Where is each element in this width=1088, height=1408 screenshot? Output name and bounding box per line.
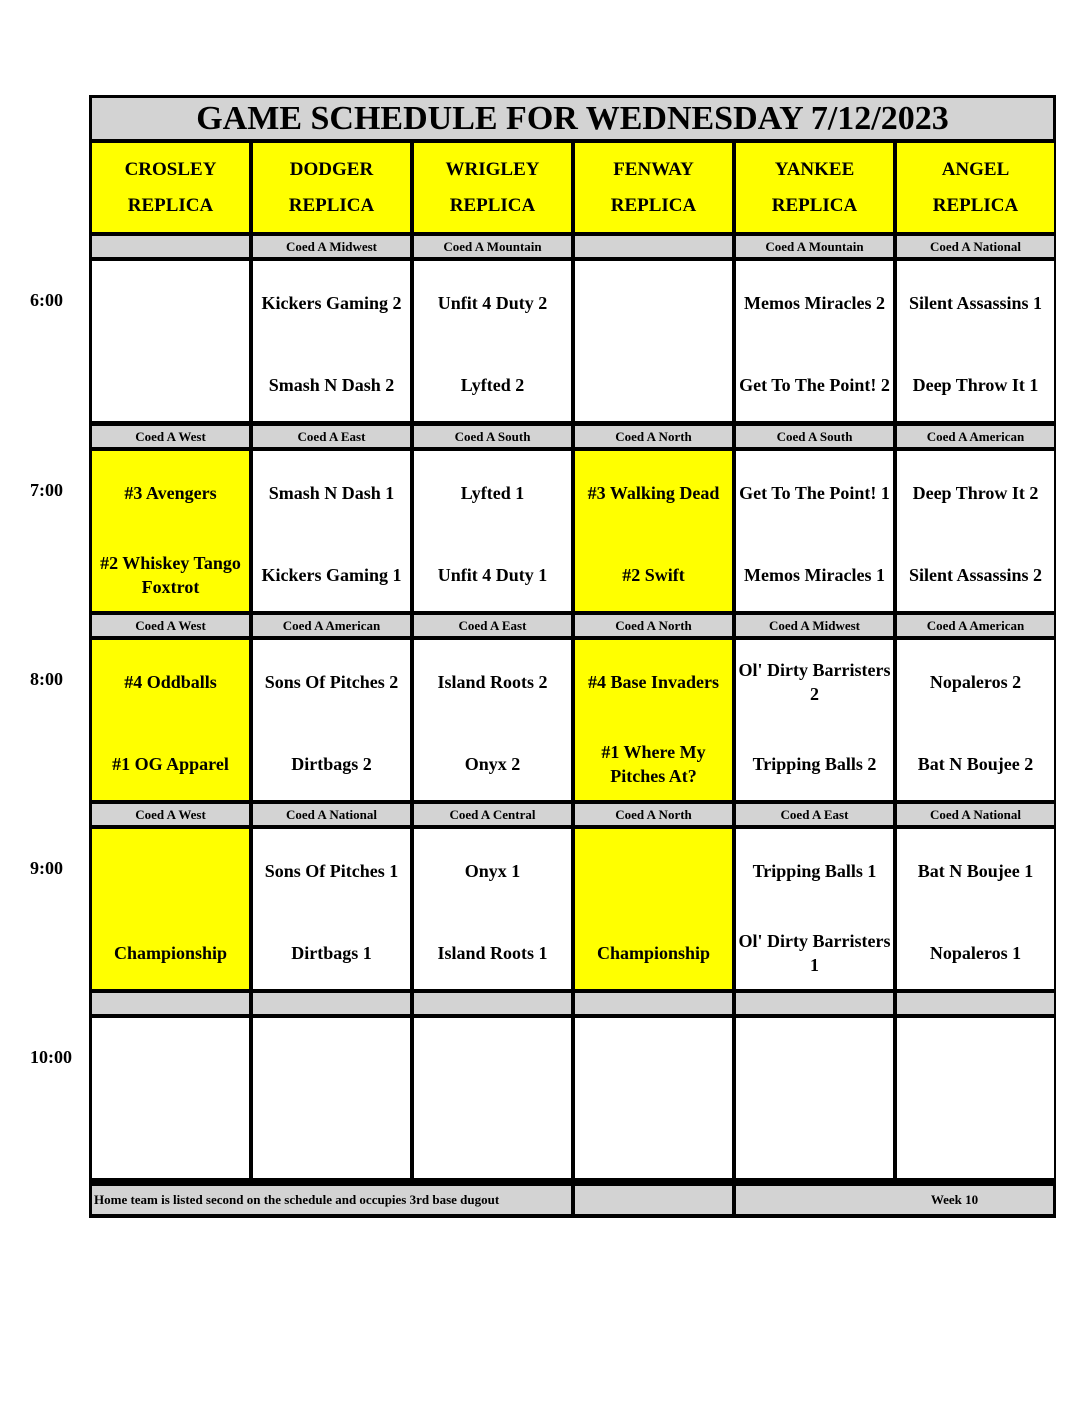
division-label: Coed A National	[897, 804, 1054, 825]
home-team: Unfit 4 Duty 1	[437, 565, 548, 585]
home-team: Championship	[113, 943, 228, 963]
game-cell	[253, 829, 410, 989]
home-team: Bat N Boujee 2	[917, 754, 1034, 774]
time-label: 10:00	[30, 1047, 72, 1067]
division-label: Coed A North	[575, 804, 732, 825]
away-team	[575, 1035, 732, 1085]
away-team: Get To The Point! 1	[739, 483, 890, 503]
game-cell	[414, 1018, 571, 1178]
away-team: Ol' Dirty Barristers 2	[738, 660, 891, 704]
away-team: Sons Of Pitches 2	[264, 672, 399, 692]
home-team: Silent Assassins 2	[908, 565, 1043, 585]
home-team: Island Roots 1	[437, 943, 548, 963]
game-cell	[414, 261, 571, 421]
away-team	[414, 1035, 571, 1085]
field-name: WRIGLEY	[445, 158, 540, 180]
home-team: Championship	[596, 943, 711, 963]
game-cell	[897, 640, 1054, 800]
away-team	[92, 846, 249, 896]
home-team: #1 OG Apparel	[112, 754, 229, 774]
home-team: Deep Throw It 1	[912, 375, 1039, 395]
home-team: #1 Where My Pitches At?	[601, 742, 706, 786]
game-cell	[736, 829, 893, 989]
division-label: Coed A Midwest	[253, 236, 410, 257]
away-team: #3 Avengers	[124, 483, 217, 503]
field-name: FENWAY	[613, 158, 694, 180]
home-team	[897, 1117, 1054, 1167]
division-label: Coed A East	[736, 804, 893, 825]
field-sub: REPLICA	[127, 194, 214, 216]
division-label	[575, 993, 732, 1014]
field-sub: REPLICA	[288, 194, 375, 216]
game-cell	[253, 1018, 410, 1178]
game-cell	[92, 640, 249, 800]
game-cell	[897, 1018, 1054, 1178]
time-label: 6:00	[30, 290, 63, 310]
home-team	[253, 1117, 410, 1167]
division-label: Coed A East	[414, 615, 571, 636]
home-team: Kickers Gaming 1	[261, 565, 402, 585]
division-label	[92, 236, 249, 257]
field-name: ANGEL	[941, 158, 1010, 180]
away-team: Memos Miracles 2	[744, 293, 885, 313]
game-cell	[92, 829, 249, 989]
division-label: Coed A West	[92, 804, 249, 825]
division-label: Coed A East	[253, 426, 410, 447]
division-label: Coed A National	[897, 236, 1054, 257]
away-team: Island Roots 2	[437, 672, 548, 692]
division-label: Coed A Mountain	[736, 236, 893, 257]
time-label: 8:00	[30, 669, 63, 689]
schedule-table	[89, 95, 1056, 1218]
away-team: Unfit 4 Duty 2	[437, 293, 548, 313]
field-sub: REPLICA	[932, 194, 1019, 216]
away-team: Kickers Gaming 2	[261, 293, 402, 313]
division-label: Coed A South	[414, 426, 571, 447]
game-cell	[253, 261, 410, 421]
footer-week: Week 10	[736, 1186, 1053, 1214]
home-team: Lyfted 2	[460, 375, 525, 395]
field-header	[575, 143, 732, 232]
division-label: Coed A West	[92, 615, 249, 636]
game-cell	[897, 261, 1054, 421]
division-label	[92, 993, 249, 1014]
division-label: Coed A Midwest	[736, 615, 893, 636]
away-team: Silent Assassins 1	[908, 293, 1043, 313]
home-team	[736, 1117, 893, 1167]
game-cell	[414, 829, 571, 989]
field-name: DODGER	[289, 158, 374, 180]
field-header	[92, 143, 249, 232]
away-team: #4 Oddballs	[124, 672, 217, 692]
home-team	[92, 360, 249, 410]
division-label: Coed A American	[897, 426, 1054, 447]
away-team: Deep Throw It 2	[912, 483, 1039, 503]
division-label	[253, 993, 410, 1014]
home-team: Get To The Point! 2	[739, 375, 890, 395]
game-cell	[92, 261, 249, 421]
away-team	[92, 278, 249, 328]
field-header	[414, 143, 571, 232]
home-team: Onyx 2	[464, 754, 521, 774]
home-team: Ol' Dirty Barristers 1	[738, 931, 891, 975]
home-team: Memos Miracles 1	[744, 565, 885, 585]
division-label: Coed A Mountain	[414, 236, 571, 257]
home-team: Tripping Balls 2	[752, 754, 877, 774]
away-team: Nopaleros 2	[929, 672, 1022, 692]
away-team	[92, 1035, 249, 1085]
game-cell	[897, 451, 1054, 611]
home-team: #2 Swift	[622, 565, 685, 585]
away-team: Tripping Balls 1	[752, 861, 877, 881]
footer-note: Home team is listed second on the schedule and occupies 3rd base dugout	[92, 1186, 571, 1214]
field-header	[253, 143, 410, 232]
game-cell	[736, 261, 893, 421]
division-label	[897, 993, 1054, 1014]
field-header	[897, 143, 1054, 232]
time-label: 9:00	[30, 858, 63, 878]
field-sub: REPLICA	[449, 194, 536, 216]
field-header	[736, 143, 893, 232]
game-cell	[414, 640, 571, 800]
home-team: Dirtbags 2	[291, 754, 372, 774]
home-team	[575, 360, 732, 410]
game-cell	[253, 640, 410, 800]
division-label: Coed A North	[575, 426, 732, 447]
game-cell	[575, 640, 732, 800]
game-cell	[736, 451, 893, 611]
game-cell	[575, 261, 732, 421]
home-team: #2 Whiskey Tango Foxtrot	[100, 553, 241, 597]
division-label: Coed A North	[575, 615, 732, 636]
away-team: Onyx 1	[464, 861, 521, 881]
division-label	[414, 993, 571, 1014]
home-team: Smash N Dash 2	[268, 375, 395, 395]
away-team	[575, 846, 732, 896]
game-cell	[575, 1018, 732, 1178]
away-team	[736, 1035, 893, 1085]
division-label: Coed A American	[897, 615, 1054, 636]
away-team	[575, 278, 732, 328]
game-cell	[253, 451, 410, 611]
home-team	[92, 1117, 249, 1167]
game-cell	[736, 1018, 893, 1178]
home-team: Dirtbags 1	[291, 943, 372, 963]
away-team: #3 Walking Dead	[587, 483, 720, 503]
game-cell	[92, 451, 249, 611]
division-label: Coed A American	[253, 615, 410, 636]
game-cell	[575, 451, 732, 611]
division-label: Coed A West	[92, 426, 249, 447]
field-sub: REPLICA	[610, 194, 697, 216]
game-cell	[575, 829, 732, 989]
away-team: Sons Of Pitches 1	[264, 861, 399, 881]
division-label: Coed A South	[736, 426, 893, 447]
game-cell	[897, 829, 1054, 989]
away-team: #4 Base Invaders	[587, 672, 719, 692]
away-team: Bat N Boujee 1	[917, 861, 1034, 881]
schedule-title: GAME SCHEDULE FOR WEDNESDAY 7/12/2023	[92, 98, 1053, 139]
away-team: Lyfted 1	[460, 483, 525, 503]
field-name: CROSLEY	[124, 158, 217, 180]
game-cell	[92, 1018, 249, 1178]
away-team	[253, 1035, 410, 1085]
division-label: Coed A Central	[414, 804, 571, 825]
division-label	[575, 236, 732, 257]
division-label	[736, 993, 893, 1014]
game-cell	[736, 640, 893, 800]
field-sub: REPLICA	[771, 194, 858, 216]
division-label: Coed A National	[253, 804, 410, 825]
field-name: YANKEE	[774, 158, 855, 180]
home-team	[575, 1117, 732, 1167]
game-cell	[414, 451, 571, 611]
footer-middle	[575, 1186, 732, 1214]
away-team: Smash N Dash 1	[268, 483, 395, 503]
away-team	[897, 1035, 1054, 1085]
home-team: Nopaleros 1	[929, 943, 1022, 963]
time-label: 7:00	[30, 480, 63, 500]
home-team	[414, 1117, 571, 1167]
